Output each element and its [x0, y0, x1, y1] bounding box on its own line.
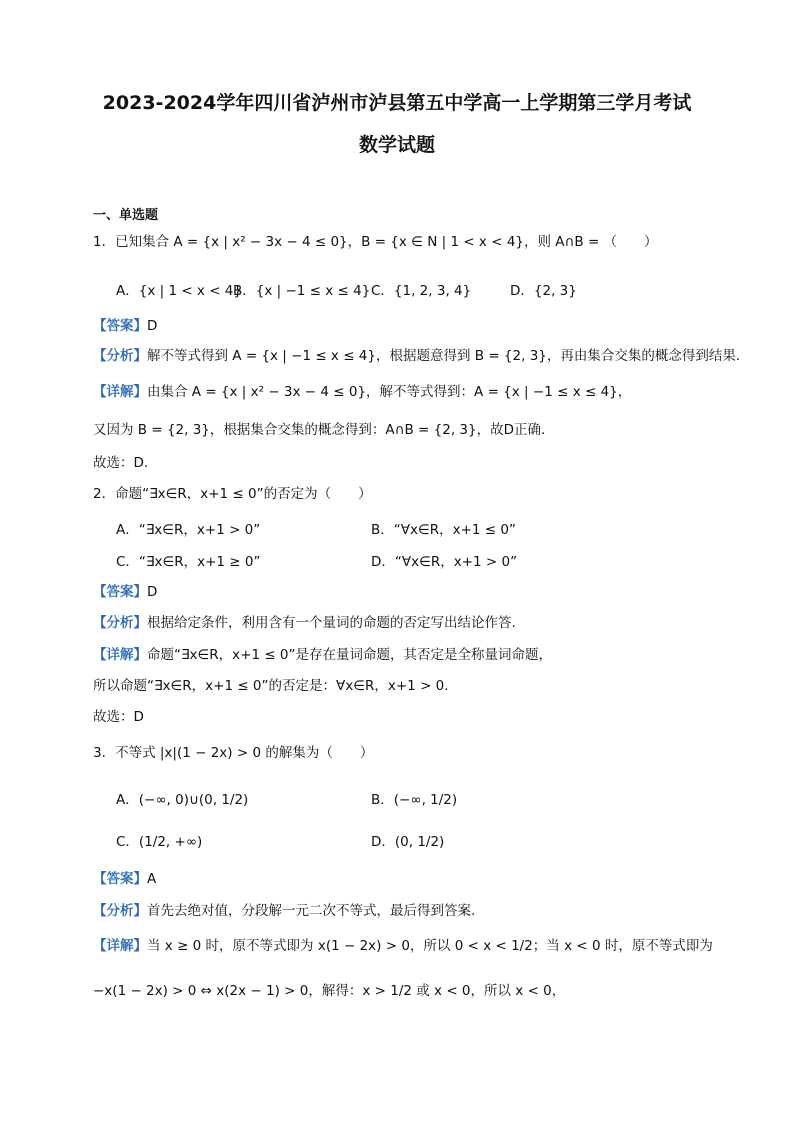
q1-detail-row [93, 383, 631, 401]
question-1-stem: 1．已知集合 A = {x | x² − 3x − 4 ≤ 0}，B = {x ∈ N | 1 < x < 4}，则 A∩B = （ ） [93, 234, 658, 250]
q3-answer-tag: 【答案】 [93, 871, 147, 887]
q1-detail-line1: 由集合 A = {x | x² − 3x − 4 ≤ 0}，解不等式得到：A = {x | −1 ≤ x ≤ 4}， [147, 384, 632, 400]
q1-analysis: 解不等式得到 A = {x | −1 ≤ x ≤ 4}，根据题意得到 B = {2, 3}，再由集合交集的概念得到结果. [147, 348, 741, 364]
document-title-line2: 数学试题 [358, 134, 435, 156]
q2-analysis: 根据给定条件，利用含有一个量词的命题的否定写出结论作答. [147, 615, 516, 631]
document-title-line1: 2023-2024学年四川省泸州市泸县第五中学高一上学期第三学月考试 [102, 92, 692, 114]
q1-analysis-tag: 【分析】 [93, 348, 147, 364]
q1-analysis-row [93, 347, 740, 365]
q2-answer-tag: 【答案】 [93, 584, 147, 600]
q3-option-d: D．(0, 1/2) [371, 834, 445, 850]
q1-conclusion: 故选：D. [93, 455, 149, 471]
q3-option-b: B．(−∞, 1/2) [371, 792, 458, 808]
q3-detail-line1: 当 x ≥ 0 时，原不等式即为 x(1 − 2x) > 0，所以 0 < x < 1/2；当 x < 0 时，原不等式即为 [147, 938, 713, 954]
q2-analysis-tag: 【分析】 [93, 615, 147, 631]
q2-conclusion: 故选：D [93, 709, 144, 725]
q3-detail-row [93, 937, 713, 955]
q2-option-a: A．“∃x∈R，x+1 > 0” [116, 522, 261, 538]
q3-analysis-row [93, 902, 475, 920]
q1-option-d: D．{2, 3} [510, 283, 577, 299]
q3-answer: A [147, 871, 157, 887]
q1-detail-line2: 又因为 B = {2, 3}，根据集合交集的概念得到：A∩B = {2, 3}，故D正确. [93, 422, 546, 438]
question-3-stem: 3．不等式 |x|(1 − 2x) > 0 的解集为（ ） [93, 745, 374, 761]
question-2-stem: 2．命题“∃x∈R，x+1 ≤ 0”的否定为（ ） [93, 486, 372, 502]
section-heading: 一、单选题 [93, 208, 159, 223]
q1-option-b: B．{x | −1 ≤ x ≤ 4} [233, 283, 371, 299]
q3-detail-line2: −x(1 − 2x) > 0 ⇔ x(2x − 1) > 0，解得：x > 1/2 或 x < 0，所以 x < 0， [93, 983, 566, 999]
q1-answer-row [93, 317, 157, 335]
q1-detail-tag: 【详解】 [93, 384, 147, 400]
q3-analysis: 首先去绝对值，分段解一元二次不等式，最后得到答案. [147, 903, 476, 919]
q2-detail-tag: 【详解】 [93, 647, 147, 663]
q2-option-d: D．“∀x∈R，x+1 > 0” [371, 554, 518, 570]
q3-option-c: C．(1/2, +∞) [116, 834, 203, 850]
q2-option-b: B．“∀x∈R，x+1 ≤ 0” [371, 522, 516, 538]
q1-option-a: A．{x | 1 < x < 4} [116, 283, 242, 299]
q2-detail-row [93, 646, 552, 664]
q2-option-c: C．“∃x∈R，x+1 ≥ 0” [116, 554, 261, 570]
q2-detail-line2: 所以命题“∃x∈R，x+1 ≤ 0”的否定是：∀x∈R，x+1 > 0. [93, 678, 449, 694]
q2-answer: D [147, 584, 158, 600]
q2-answer-row [93, 583, 157, 601]
q1-option-c: C．{1, 2, 3, 4} [371, 283, 472, 299]
q3-detail-tag: 【详解】 [93, 938, 147, 954]
q1-answer-tag: 【答案】 [93, 318, 147, 334]
q2-analysis-row [93, 614, 516, 632]
q2-detail-line1: 命题“∃x∈R，x+1 ≤ 0”是存在量词命题，其否定是全称量词命题， [147, 647, 553, 663]
q3-answer-row [93, 870, 156, 888]
q3-option-a: A．(−∞, 0)∪(0, 1/2) [116, 792, 249, 808]
q1-answer: D [147, 318, 158, 334]
q3-analysis-tag: 【分析】 [93, 903, 147, 919]
